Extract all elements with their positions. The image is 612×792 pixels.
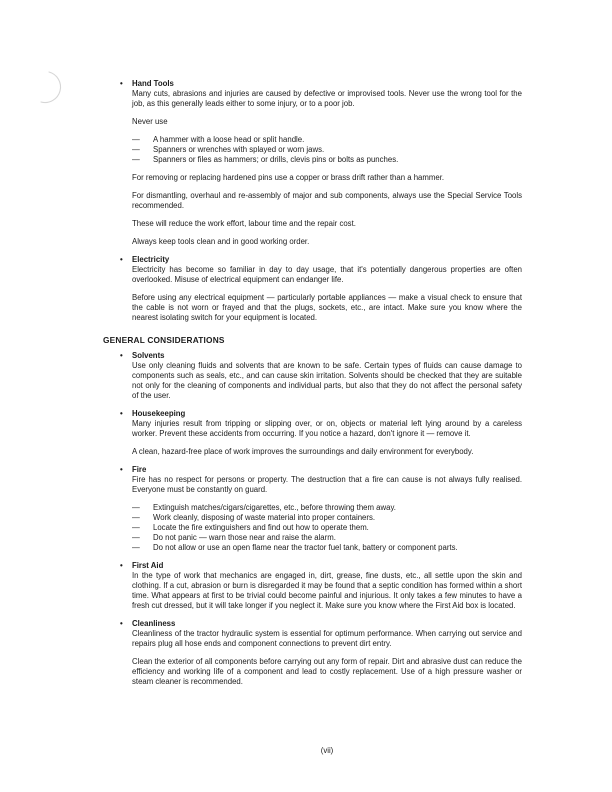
dash-icon: — [132, 145, 140, 154]
list-item [132, 523, 522, 533]
list-item-text: Locate the fire extinguishers and find out how to operate them. [153, 523, 369, 532]
list-item [132, 155, 522, 165]
bullet-icon: • [120, 561, 123, 570]
paragraph: Many injuries result from tripping or slipping over, or on, objects or material left lying around by a careless worker. Prevent these accidents from occurring. If you notice a hazard, don't ignore it — remove it. [132, 419, 522, 438]
section-title-hand-tools: Hand Tools [132, 79, 174, 88]
list-item-text: Do not allow or use an open flame near the tractor fuel tank, battery or component parts. [153, 543, 458, 552]
section-title-fire: Fire [132, 465, 147, 474]
list-item [132, 503, 522, 513]
section-electricity [103, 255, 522, 323]
section-cleanliness [103, 619, 522, 687]
paragraph: Always keep tools clean and in good working order. [132, 237, 310, 246]
dash-icon: — [132, 533, 140, 542]
paragraph: For dismantling, overhaul and re-assembly of major and sub components, always use the Special Service Tools recommended. [132, 191, 522, 210]
paragraph: In the type of work that mechanics are engaged in, dirt, grease, fine dusts, etc., all settle upon the skin and clothing. If a cut, abrasion or burn is disregarded it may be found that a septic condition has formed within a short time. What appears at first to be trivial could become painful and injurious. It only takes a few minutes to have a fresh cut dressed, but it will take longer if you neglect it. Make sure you know where the First Aid box is located. [132, 571, 522, 610]
bullet-icon: • [120, 351, 123, 360]
section-solvents [103, 351, 522, 401]
bullet-icon: • [120, 465, 123, 474]
page-content [103, 79, 522, 687]
section-first-aid [103, 561, 522, 611]
dash-icon: — [132, 513, 140, 522]
section-housekeeping [103, 409, 522, 457]
paragraph: Clean the exterior of all components before carrying out any form of repair. Dirt and abrasive dust can reduce the efficiency and working life of a component and lead to costly replacement. Use of a high pressure washer or steam cleaner is recommended. [132, 657, 522, 686]
dash-icon: — [132, 523, 140, 532]
paragraph: Cleanliness of the tractor hydraulic system is essential for optimum performance. When carrying out service and repairs plug all hose ends and component connections to prevent dirt entry. [132, 629, 522, 648]
paragraph: A clean, hazard-free place of work improves the surroundings and daily environment for everybody. [132, 447, 474, 456]
paragraph: Many cuts, abrasions and injuries are caused by defective or improvised tools. Never use the wrong tool for the job, as this generally leads either to some injury, or to a poor job. [132, 89, 522, 108]
list-item-text: Spanners or wrenches with splayed or worn jaws. [153, 145, 325, 154]
section-title-solvents: Solvents [132, 351, 165, 360]
list-item-text: A hammer with a loose head or split handle. [153, 135, 305, 144]
bullet-icon: • [120, 255, 123, 264]
dash-list [132, 503, 522, 553]
paragraph: Use only cleaning fluids and solvents that are known to be safe. Certain types of fluids can cause damage to components such as seals, etc., and can cause skin irritation. Solvents should be checked that they are suitable not only for the cleaning of components and individual parts, but also that they do not affect the personal safety of the user. [132, 361, 522, 400]
list-item [132, 543, 522, 553]
list-item-text: Spanners or files as hammers; or drills, clevis pins or bolts as punches. [153, 155, 399, 164]
list-item [132, 145, 522, 155]
paragraph: For removing or replacing hardened pins use a copper or brass drift rather than a hammer. [132, 173, 445, 182]
bullet-icon: • [120, 409, 123, 418]
paragraph: Before using any electrical equipment — particularly portable appliances — make a visual check to ensure that the cable is not worn or frayed and that the plugs, sockets, etc., are intact. Make sure you know where the nearest isolating switch for your equipment is located. [132, 293, 522, 322]
scan-arc-graphic [36, 68, 70, 110]
section-fire [103, 465, 522, 553]
dash-icon: — [132, 543, 140, 552]
section-title-cleanliness: Cleanliness [132, 619, 176, 628]
list-item [132, 533, 522, 543]
section-title-housekeeping: Housekeeping [132, 409, 186, 418]
paragraph: Fire has no respect for persons or property. The destruction that a fire can cause is not always fully realised. Everyone must be constantly on guard. [132, 475, 522, 494]
list-item-text: Work cleanly, disposing of waste material into proper containers. [153, 513, 376, 522]
dash-icon: — [132, 503, 140, 512]
list-item-text: Extinguish matches/cigars/cigarettes, etc., before throwing them away. [153, 503, 396, 512]
list-item [132, 513, 522, 523]
dash-icon: — [132, 135, 140, 144]
paragraph: Electricity has become so familiar in day to day usage, that it's potentially dangerous properties are often overlooked. Misuse of electrical equipment can endanger life. [132, 265, 522, 284]
scan-mark-arc [36, 68, 70, 110]
paragraph: These will reduce the work effort, labour time and the repair cost. [132, 219, 356, 228]
page-number: (vii) [320, 746, 334, 755]
list-item-text: Do not panic — warn those near and raise the alarm. [153, 533, 336, 542]
dash-list [132, 135, 522, 165]
bullet-icon: • [120, 619, 123, 628]
list-item [132, 135, 522, 145]
paragraph: Never use [132, 117, 168, 126]
general-considerations-heading: GENERAL CONSIDERATIONS [103, 335, 225, 345]
section-title-first-aid: First Aid [132, 561, 164, 570]
bullet-icon: • [120, 79, 123, 88]
section-title-electricity: Electricity [132, 255, 170, 264]
dash-icon: — [132, 155, 140, 164]
section-hand-tools [103, 79, 522, 247]
